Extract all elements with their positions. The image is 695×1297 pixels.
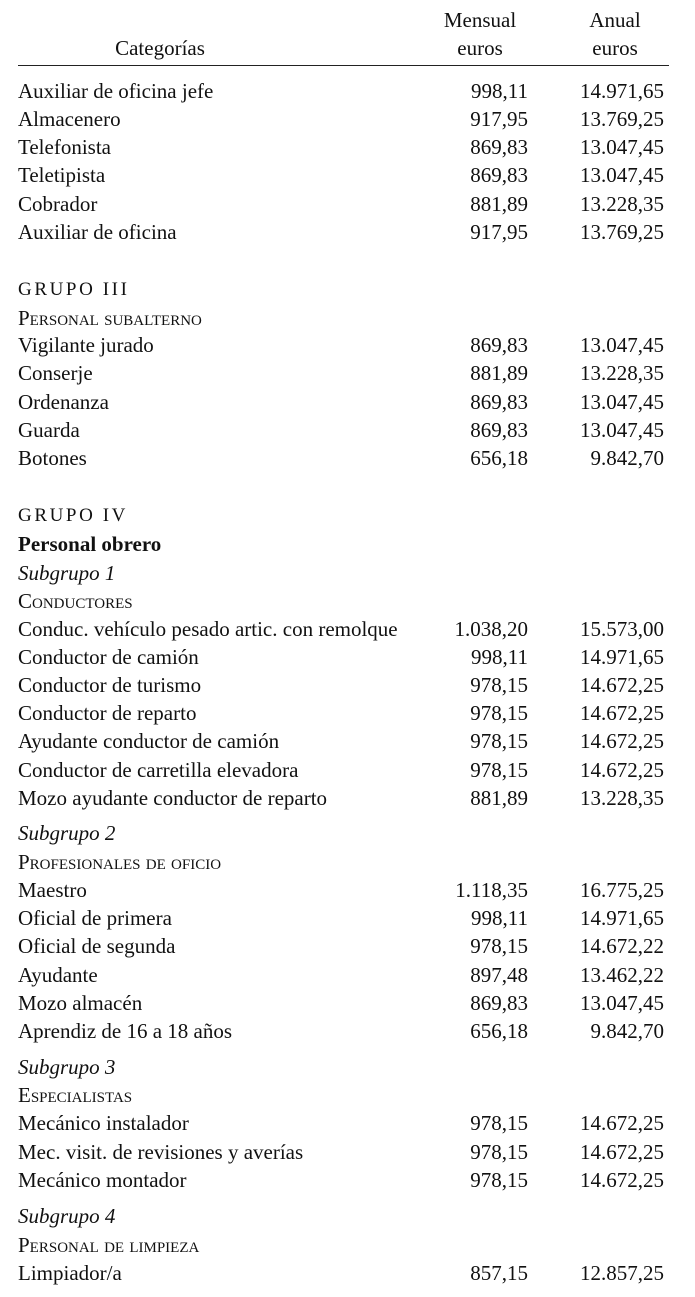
row-category: Conductor de turismo — [18, 673, 202, 697]
row-category: Auxiliar de oficina jefe — [18, 79, 214, 103]
row-anual: 14.672,22 — [580, 934, 664, 958]
group-title: GRUPO III — [18, 279, 130, 300]
table-row — [0, 77, 695, 105]
row-category: Ordenanza — [18, 390, 109, 414]
row-category: Oficial de segunda — [18, 934, 176, 958]
row-anual: 14.971,65 — [580, 906, 664, 930]
row-mensual: 656,18 — [470, 1019, 528, 1043]
row-anual: 13.047,45 — [580, 135, 664, 159]
row-mensual: 978,15 — [470, 729, 528, 753]
row-mensual: 857,15 — [470, 1261, 528, 1285]
row-anual: 14.971,65 — [580, 79, 664, 103]
row-mensual: 978,15 — [470, 1140, 528, 1164]
group-subtitle: Personal subalterno — [18, 306, 202, 330]
row-category: Almacenero — [18, 107, 121, 131]
table-row — [0, 1259, 695, 1287]
row-mensual: 869,83 — [470, 991, 528, 1015]
row-category: Aprendiz de 16 a 18 años — [18, 1019, 233, 1043]
row-category: Auxiliar de oficina — [18, 220, 177, 244]
row-category: Mec. visit. de revisiones y averías — [18, 1140, 304, 1164]
row-mensual: 998,11 — [471, 645, 528, 669]
table-row — [0, 1109, 695, 1137]
row-mensual: 998,11 — [471, 906, 528, 930]
row-anual: 14.672,25 — [580, 1140, 664, 1164]
header-mensual: Mensual — [443, 8, 517, 32]
table-row — [0, 643, 695, 671]
table-row — [0, 932, 695, 960]
subgroup-label: Subgrupo 1 — [18, 561, 116, 585]
row-anual: 14.672,25 — [580, 1168, 664, 1192]
row-anual: 14.971,65 — [580, 645, 664, 669]
row-category: Conductor de camión — [18, 645, 199, 669]
row-category: Conductor de carretilla elevadora — [18, 758, 299, 782]
table-row — [0, 961, 695, 989]
row-anual: 13.462,22 — [580, 963, 664, 987]
row-anual: 13.769,25 — [580, 220, 664, 244]
row-anual: 14.672,25 — [580, 1111, 664, 1135]
row-category: Botones — [18, 446, 87, 470]
row-mensual: 917,95 — [470, 220, 528, 244]
header-categorias: Categorías — [115, 36, 205, 60]
subgroup-heading: Personal de limpieza — [18, 1233, 200, 1257]
row-category: Ayudante — [18, 963, 98, 987]
table-row — [0, 784, 695, 812]
row-anual: 14.672,25 — [580, 673, 664, 697]
row-anual: 15.573,00 — [580, 617, 664, 641]
table-row — [0, 1138, 695, 1166]
table-row — [0, 756, 695, 784]
row-category: Oficial de primera — [18, 906, 172, 930]
row-mensual: 881,89 — [470, 361, 528, 385]
header-anual: Anual — [589, 8, 641, 32]
row-mensual: 881,89 — [470, 786, 528, 810]
header-mensual-unit: euros — [457, 36, 503, 60]
table-row — [0, 671, 695, 699]
row-mensual: 869,83 — [470, 135, 528, 159]
row-mensual: 881,89 — [470, 192, 528, 216]
row-category: Telefonista — [18, 135, 111, 159]
row-anual: 13.228,35 — [580, 786, 664, 810]
row-mensual: 1.118,35 — [455, 878, 528, 902]
row-mensual: 978,15 — [470, 673, 528, 697]
row-mensual: 998,11 — [471, 79, 528, 103]
table-row — [0, 876, 695, 904]
row-anual: 13.769,25 — [580, 107, 664, 131]
row-category: Guarda — [18, 418, 80, 442]
row-category: Mecánico instalador — [18, 1111, 189, 1135]
row-mensual: 978,15 — [470, 758, 528, 782]
row-category: Mozo almacén — [18, 991, 143, 1015]
subgroup-label: Subgrupo 4 — [18, 1204, 116, 1228]
table-row — [0, 904, 695, 932]
row-anual: 14.672,25 — [580, 729, 664, 753]
row-mensual: 656,18 — [470, 446, 528, 470]
table-row — [0, 331, 695, 359]
group-subtitle: Personal obrero — [18, 532, 162, 556]
row-anual: 13.047,45 — [580, 418, 664, 442]
row-anual: 14.672,25 — [580, 701, 664, 725]
table-row — [0, 1166, 695, 1194]
row-category: Cobrador — [18, 192, 98, 216]
subgroup-label: Subgrupo 2 — [18, 821, 116, 845]
row-mensual: 1.038,20 — [454, 617, 528, 641]
table-row — [0, 444, 695, 472]
subgroup-heading: Especialistas — [18, 1083, 133, 1107]
table-row — [0, 133, 695, 161]
row-mensual: 869,83 — [470, 390, 528, 414]
row-mensual: 869,83 — [470, 418, 528, 442]
row-mensual: 978,15 — [470, 701, 528, 725]
table-row — [0, 727, 695, 755]
row-mensual: 897,48 — [470, 963, 528, 987]
row-category: Conserje — [18, 361, 93, 385]
table-row — [0, 615, 695, 643]
row-category: Ayudante conductor de camión — [18, 729, 280, 753]
table-row — [0, 388, 695, 416]
row-anual: 12.857,25 — [580, 1261, 664, 1285]
row-anual: 13.047,45 — [580, 390, 664, 414]
row-anual: 16.775,25 — [580, 878, 664, 902]
header-rule — [18, 65, 669, 66]
table-row — [0, 989, 695, 1017]
table-row — [0, 190, 695, 218]
row-category: Maestro — [18, 878, 87, 902]
row-category: Teletipista — [18, 163, 106, 187]
table-row — [0, 1017, 695, 1045]
row-mensual: 869,83 — [470, 163, 528, 187]
table-row — [0, 699, 695, 727]
row-category: Conductor de reparto — [18, 701, 197, 725]
group-title: GRUPO IV — [18, 505, 129, 526]
row-anual: 13.047,45 — [580, 333, 664, 357]
row-category: Vigilante jurado — [18, 333, 154, 357]
subgroup-heading: Profesionales de oficio — [18, 850, 222, 874]
row-anual: 13.047,45 — [580, 163, 664, 187]
row-mensual: 917,95 — [470, 107, 528, 131]
row-category: Mecánico montador — [18, 1168, 187, 1192]
table-row — [0, 359, 695, 387]
row-anual: 13.228,35 — [580, 361, 664, 385]
row-category: Limpiador/a — [18, 1261, 122, 1285]
row-mensual: 869,83 — [470, 333, 528, 357]
row-anual: 9.842,70 — [590, 1019, 664, 1043]
table-row — [0, 161, 695, 189]
table-row — [0, 416, 695, 444]
row-category: Mozo ayudante conductor de reparto — [18, 786, 328, 810]
table-row — [0, 218, 695, 246]
header-anual-unit: euros — [592, 36, 638, 60]
row-category: Conduc. vehículo pesado artic. con remolque — [18, 617, 398, 641]
row-mensual: 978,15 — [470, 934, 528, 958]
subgroup-heading: Conductores — [18, 589, 133, 613]
table-row — [0, 105, 695, 133]
row-mensual: 978,15 — [470, 1168, 528, 1192]
row-anual: 13.047,45 — [580, 991, 664, 1015]
row-anual: 9.842,70 — [590, 446, 664, 470]
row-anual: 13.228,35 — [580, 192, 664, 216]
subgroup-label: Subgrupo 3 — [18, 1055, 116, 1079]
row-anual: 14.672,25 — [580, 758, 664, 782]
row-mensual: 978,15 — [470, 1111, 528, 1135]
